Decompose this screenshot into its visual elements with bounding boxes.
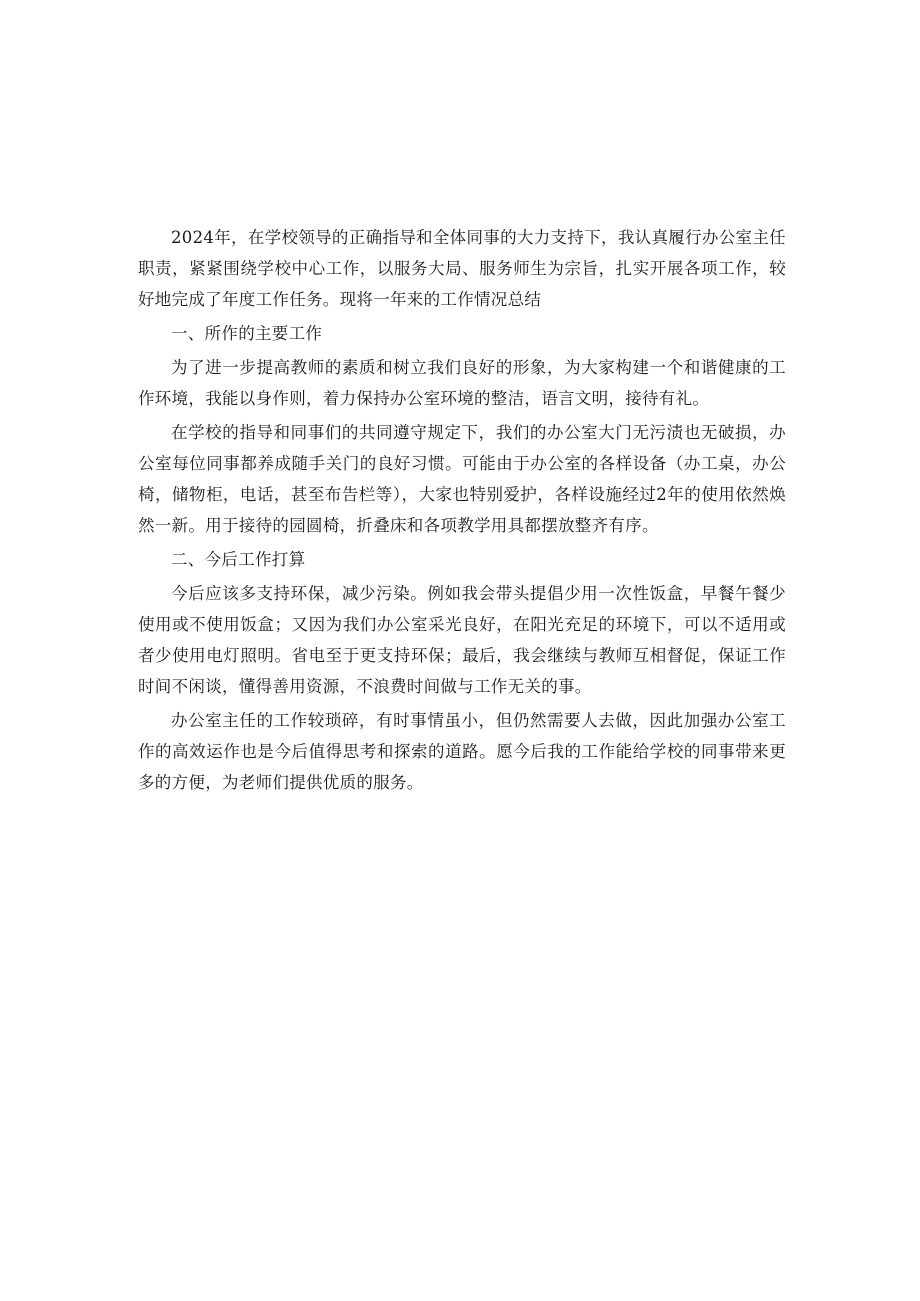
paragraph-office-care: 在学校的指导和同事们的共同遵守规定下，我们的办公室大门无污渍也无破损，办公室每位同事都养成随手关门的良好习惯。可能由于办公室的各样设备（办工桌，办公椅，储物柜，电话，甚至布告栏等），大家也特别爱护，各样设施经过2年的使用依然焕然一新。用于接待的园圆椅，折叠床和各项教学用具都摆放整齐有序。 xyxy=(138,423,786,535)
section-heading-future-plan: 二、今后工作打算 xyxy=(171,550,306,569)
intro-paragraph: 2024年，在学校领导的正确指导和全体同事的大力支持下，我认真履行办公室主任职责，紧紧围绕学校中心工作，以服务大局、服务师生为宗旨，扎实开展各项工作，较好地完成了年度工作任务。现将一年来的工作情况总结 xyxy=(138,228,786,309)
paragraph-conclusion: 办公室主任的工作较琐碎，有时事情虽小，但仍然需要人去做，因此加强办公室工作的高效运作也是今后值得思考和探索的道路。愿今后我的工作能给学校的同事带来更多的方便，为老师们提供优质的服务。 xyxy=(138,711,786,792)
document-body xyxy=(138,222,786,801)
section-heading-main-work: 一、所作的主要工作 xyxy=(171,324,323,343)
paragraph-environmental-protection: 今后应该多支持环保，减少污染。例如我会带头提倡少用一次性饭盒，早餐午餐少使用或不使用饭盒；又因为我们办公室采光良好，在阳光充足的环境下，可以不适用或者少使用电灯照明。省电至于更支持环保；最后，我会继续与教师互相督促，保证工作时间不闲谈，懂得善用资源，不浪费时间做与工作无关的事。 xyxy=(138,584,786,696)
paragraph-environment: 为了进一步提高教师的素质和树立我们良好的形象，为大家构建一个和谐健康的工作环境，我能以身作则，着力保持办公室环境的整洁，语言文明，接待有礼。 xyxy=(138,358,786,408)
